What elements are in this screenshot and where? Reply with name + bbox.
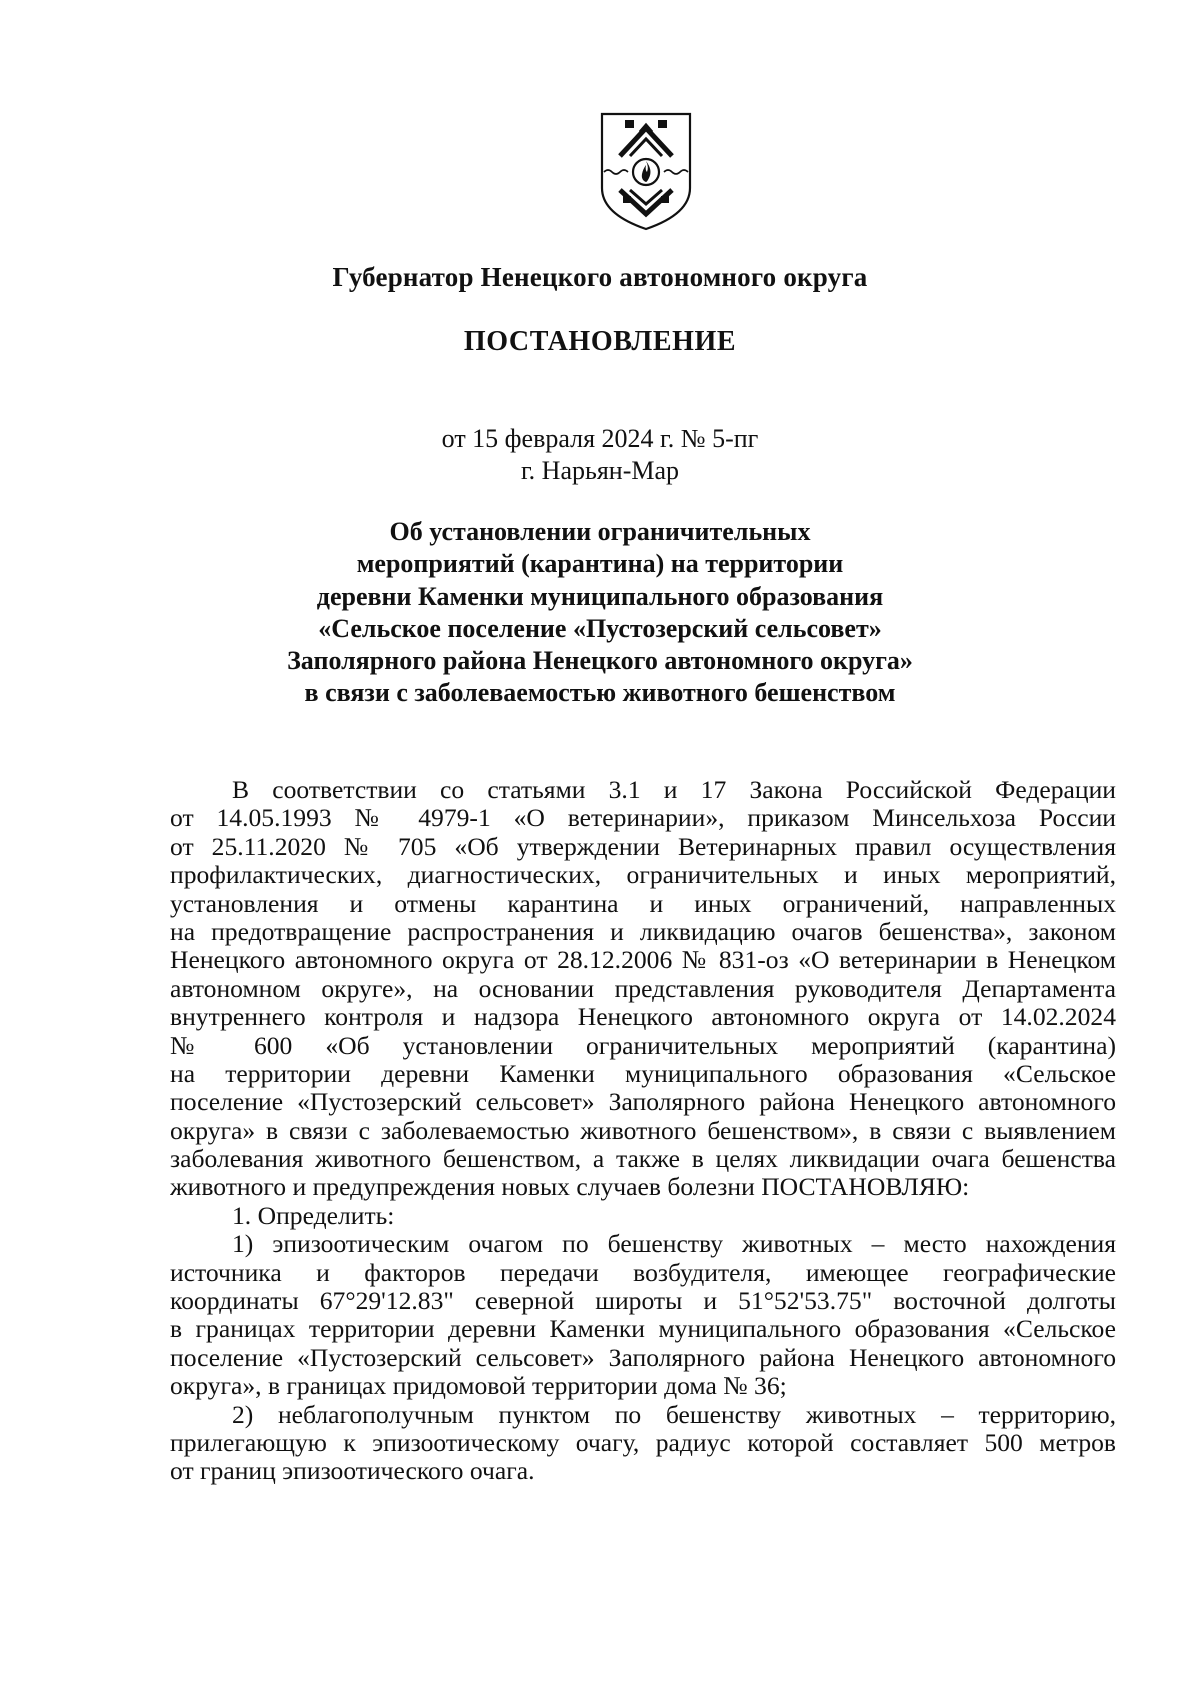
body-line: округа» в связи с заболеваемостью животного бешенством», в связи с выявлением [170,1116,1116,1145]
title-line: деревни Каменки муниципального образования [316,581,884,611]
body-line: поселение «Пустозерский сельсовет» Заполярного района Ненецкого автономного [170,1343,1116,1372]
body-line: на предотвращение распространения и ликвидацию очагов бешенства», законом [170,917,1116,946]
body-line: Ненецкого автономного округа от 28.12.2006 № 831-оз «О ветеринарии в Ненецком [170,946,1116,975]
title-line: в связи с заболеваемостью животного бешенством [304,678,896,708]
title-line: Об установлении ограничительных [389,517,811,546]
body-line: заболевания животного бешенством, а также в целях ликвидации очага бешенства [170,1145,1116,1174]
body-line: координаты 67°29'12.83" северной широты и 51°52'53.75" восточной долготы [170,1287,1116,1316]
document-title [0,516,1200,710]
body-line: источника и факторов передачи возбудителя, имеющее географические [170,1258,1116,1287]
body-line: 1) эпизоотическим очагом по бешенству животных – место нахождения [232,1230,1116,1259]
issuing-authority: Губернатор Ненецкого автономного округа [332,262,868,292]
body-line: в границах территории деревни Каменки муниципального образования «Сельское [170,1315,1116,1344]
title-line: «Сельское поселение «Пустозерский сельсовет» [318,613,882,643]
body-line: № 600 «Об установлении ограничительных мероприятий (карантина) [170,1031,1116,1060]
body-line: установления и отмены карантина и иных ограничений, направленных [170,889,1116,918]
document-date-number: от 15 февраля 2024 г. № 5-пг [441,424,759,453]
body-line: от 25.11.2020 № 705 «Об утверждении Ветеринарных правил осуществления [170,832,1116,861]
document-body [170,776,1116,1486]
document-city: г. Нарьян-Мар [520,456,680,485]
title-line: Заполярного района Ненецкого автономного округа» [287,646,913,676]
title-line: мероприятий (карантина) на территории [356,549,844,579]
body-line: профилактических, диагностических, ограничительных и иных мероприятий, [170,861,1116,890]
document-type-heading: ПОСТАНОВЛЕНИЕ [463,326,737,357]
body-line: внутреннего контроля и надзора Ненецкого автономного округа от 14.02.2024 [170,1003,1116,1032]
body-line: прилегающую к эпизоотическому очагу, радиус которой составляет 500 метров [170,1428,1116,1457]
body-line: животного и предупреждения новых случаев болезни ПОСТАНОВЛЯЮ: [170,1173,970,1202]
body-line: от границ эпизоотического очага. [170,1457,535,1486]
body-line: округа», в границах придомовой территории дома № 36; [170,1372,787,1401]
clause-heading: 1. Определить: [232,1201,395,1230]
body-line: от 14.05.1993 № 4979-1 «О ветеринарии», приказом Минсельхоза России [170,804,1116,833]
body-line: автономном округе», на основании представления руководителя Департамента [170,974,1116,1003]
body-line: В соответствии со статьями 3.1 и 17 Закона Российской Федерации [232,776,1116,804]
coat-of-arms-icon [596,110,696,232]
body-line: 2) неблагополучным пунктом по бешенству животных – территорию, [232,1400,1116,1429]
body-line: на территории деревни Каменки муниципального образования «Сельское [170,1059,1116,1088]
body-line: поселение «Пустозерский сельсовет» Заполярного района Ненецкого автономного [170,1088,1116,1117]
